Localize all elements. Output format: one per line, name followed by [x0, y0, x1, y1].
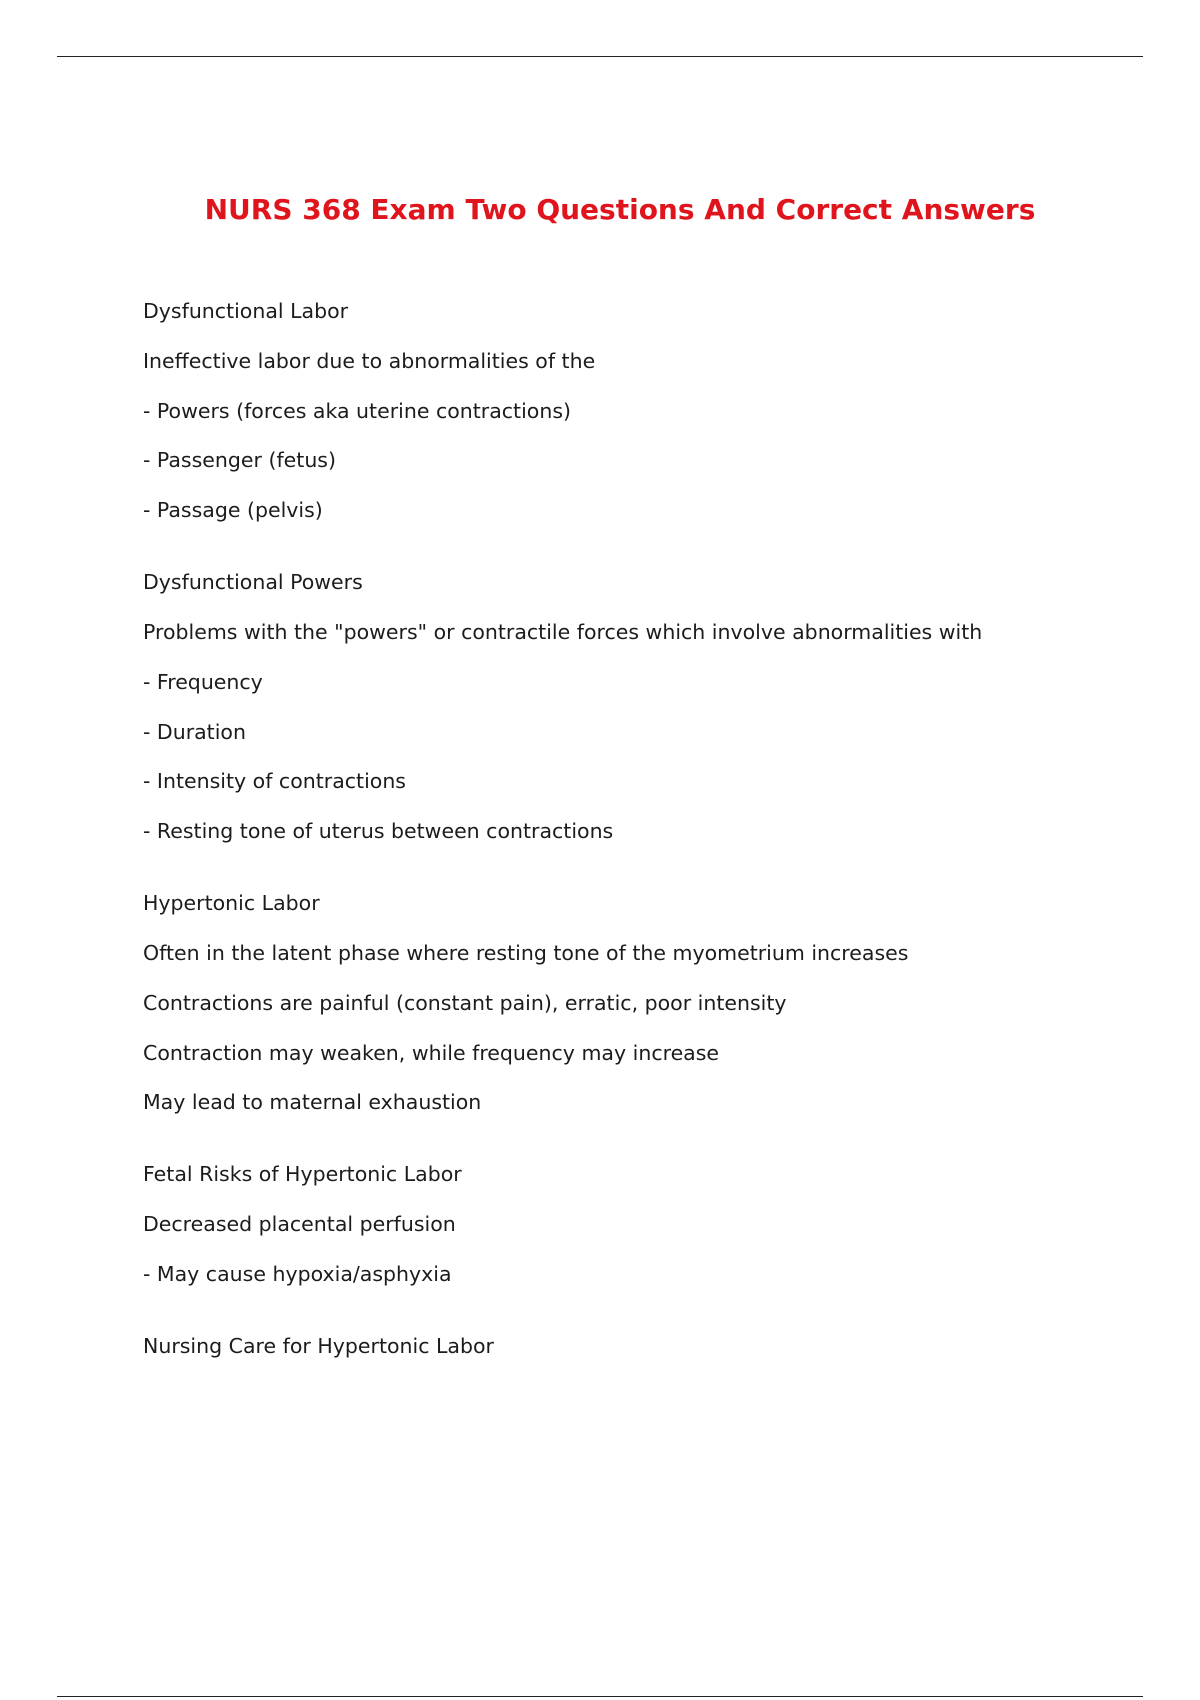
section-line: - Resting tone of uterus between contractions	[143, 819, 614, 844]
bottom-rule	[57, 1696, 1143, 1697]
section-line: - Intensity of contractions	[143, 769, 406, 794]
section-line: - Frequency	[143, 669, 263, 694]
section-line: - Passage (pelvis)	[143, 498, 323, 523]
section-line: May lead to maternal exhaustion	[143, 1090, 482, 1115]
section-line: - Passenger (fetus)	[143, 448, 336, 473]
section-term: Dysfunctional Powers	[143, 570, 363, 595]
section-term: Nursing Care for Hypertonic Labor	[143, 1333, 494, 1358]
section-line: Contractions are painful (constant pain), erratic, poor intensity	[143, 990, 787, 1015]
section-term: Hypertonic Labor	[143, 891, 320, 916]
section-dysfunctional-labor	[143, 300, 1143, 521]
section-line: Problems with the "powers" or contractile forces which involve abnormalities with	[143, 619, 983, 644]
section-hypertonic-labor	[143, 892, 1143, 1113]
section-term: Fetal Risks of Hypertonic Labor	[143, 1162, 462, 1187]
section-line: - May cause hypoxia/asphyxia	[143, 1261, 452, 1286]
document-title: NURS 368 Exam Two Questions And Correct Answers	[204, 193, 1036, 226]
section-nursing-care	[143, 1335, 1143, 1357]
section-dysfunctional-powers	[143, 571, 1143, 842]
section-term: Dysfunctional Labor	[143, 299, 349, 323]
section-line: - Duration	[143, 719, 246, 744]
section-line: Ineffective labor due to abnormalities of the	[143, 348, 596, 373]
section-line: Contraction may weaken, while frequency may increase	[143, 1040, 720, 1065]
section-line: - Powers (forces aka uterine contractions)	[143, 398, 571, 423]
top-rule	[57, 56, 1143, 57]
section-fetal-risks	[143, 1163, 1143, 1285]
section-line: Decreased placental perfusion	[143, 1212, 456, 1237]
document-body	[143, 300, 1143, 1407]
section-line: Often in the latent phase where resting tone of the myometrium increases	[143, 940, 909, 965]
